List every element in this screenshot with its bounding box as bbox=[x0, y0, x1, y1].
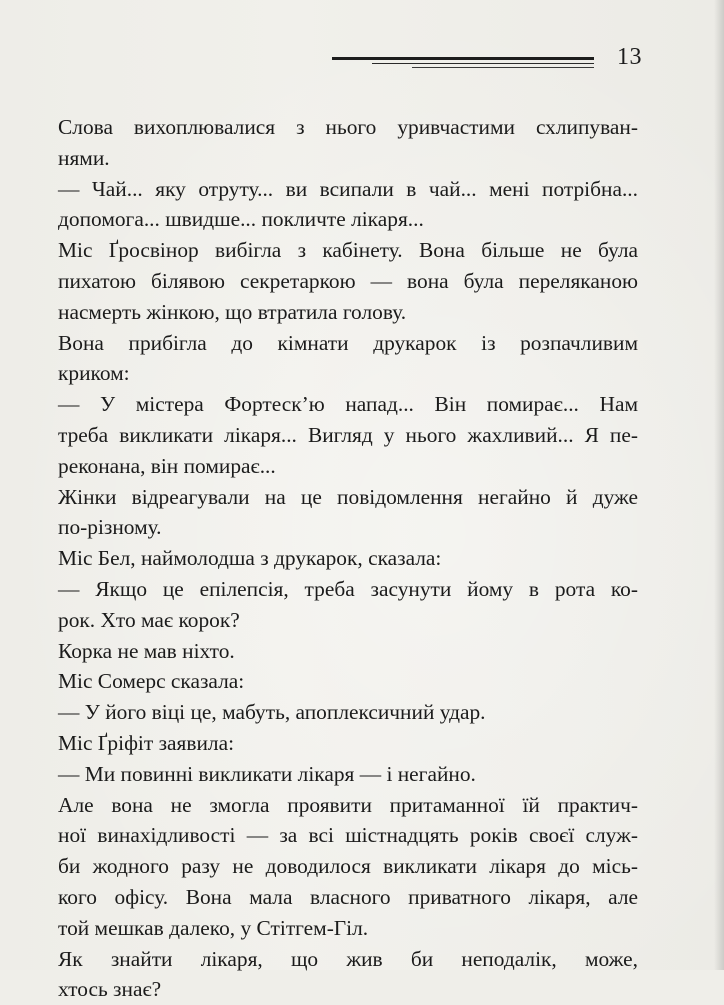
text-line: той мешкав далеко, у Стітгем-Гіл. bbox=[58, 915, 369, 940]
text-line: Міс Сомерс сказала: bbox=[58, 669, 245, 694]
text-line: — Чай... яку отруту... ви всипали в чай... мені потрібна... bbox=[58, 176, 638, 201]
text-line: — У його віці це, мабуть, апоплексичний удар. bbox=[58, 700, 486, 725]
text-line: нями. bbox=[58, 145, 110, 170]
header-rule-thin bbox=[372, 63, 594, 64]
text-line: би жодного разу не доводилося викликати лікаря до місь- bbox=[58, 854, 638, 879]
text-line: — Ми повинні викликати лікаря — і негайно. bbox=[58, 761, 476, 786]
text-line: Вона прибігла до кімнати друкарок із розпачливим bbox=[58, 330, 638, 355]
page-number: 13 bbox=[617, 44, 642, 70]
text-line: реконана, він помирає... bbox=[58, 453, 276, 478]
text-line: Міс Ґріфіт заявила: bbox=[58, 730, 235, 755]
text-line: Слова вихоплювалися з нього уривчастими схлипуван- bbox=[58, 115, 638, 139]
header-rule-thin-lower bbox=[412, 67, 594, 68]
running-header bbox=[332, 44, 642, 76]
text-line: — У містера Фортеск’ю напад... Він помирає... Нам bbox=[58, 392, 638, 417]
text-line: допомога... швидше... покличте лікаря... bbox=[58, 207, 424, 232]
text-line: пихатою білявою секретаркою — вона була переляканою bbox=[58, 268, 638, 293]
text-line: Корка не мав ніхто. bbox=[58, 638, 235, 663]
text-line: хтось знає? bbox=[58, 977, 162, 1002]
text-line: рок. Хто має корок? bbox=[58, 607, 240, 632]
text-line: треба викликати лікаря... Вигляд у нього жахливий... Я пе- bbox=[58, 422, 638, 447]
text-line: Міс Бел, наймолодша з друкарок, сказала: bbox=[58, 546, 442, 571]
page-edge-shadow bbox=[714, 0, 724, 970]
text-line: — Якщо це епілепсія, треба засунути йому в рота ко- bbox=[58, 576, 638, 601]
text-line: Жінки відреагували на це повідомлення негайно й дуже bbox=[58, 484, 638, 509]
text-line: ної винахідливості — за всі шістнадцять років своєї служ- bbox=[58, 823, 638, 848]
text-line: насмерть жінкою, що втратила голову. bbox=[58, 299, 407, 324]
text-line: Але вона не змогла проявити притаманної їй практич- bbox=[58, 792, 638, 817]
text-line: по-різному. bbox=[58, 515, 162, 540]
text-line: кого офісу. Вона мала власного приватного лікаря, але bbox=[58, 884, 638, 909]
body-text bbox=[58, 112, 638, 1005]
text-line: Міс Ґросвінор вибігла з кабінету. Вона більше не була bbox=[58, 238, 638, 263]
header-rule-thick bbox=[332, 57, 594, 60]
text-line: криком: bbox=[58, 361, 130, 386]
text-line: Як знайти лікаря, що жив би неподалік, може, bbox=[58, 946, 638, 971]
